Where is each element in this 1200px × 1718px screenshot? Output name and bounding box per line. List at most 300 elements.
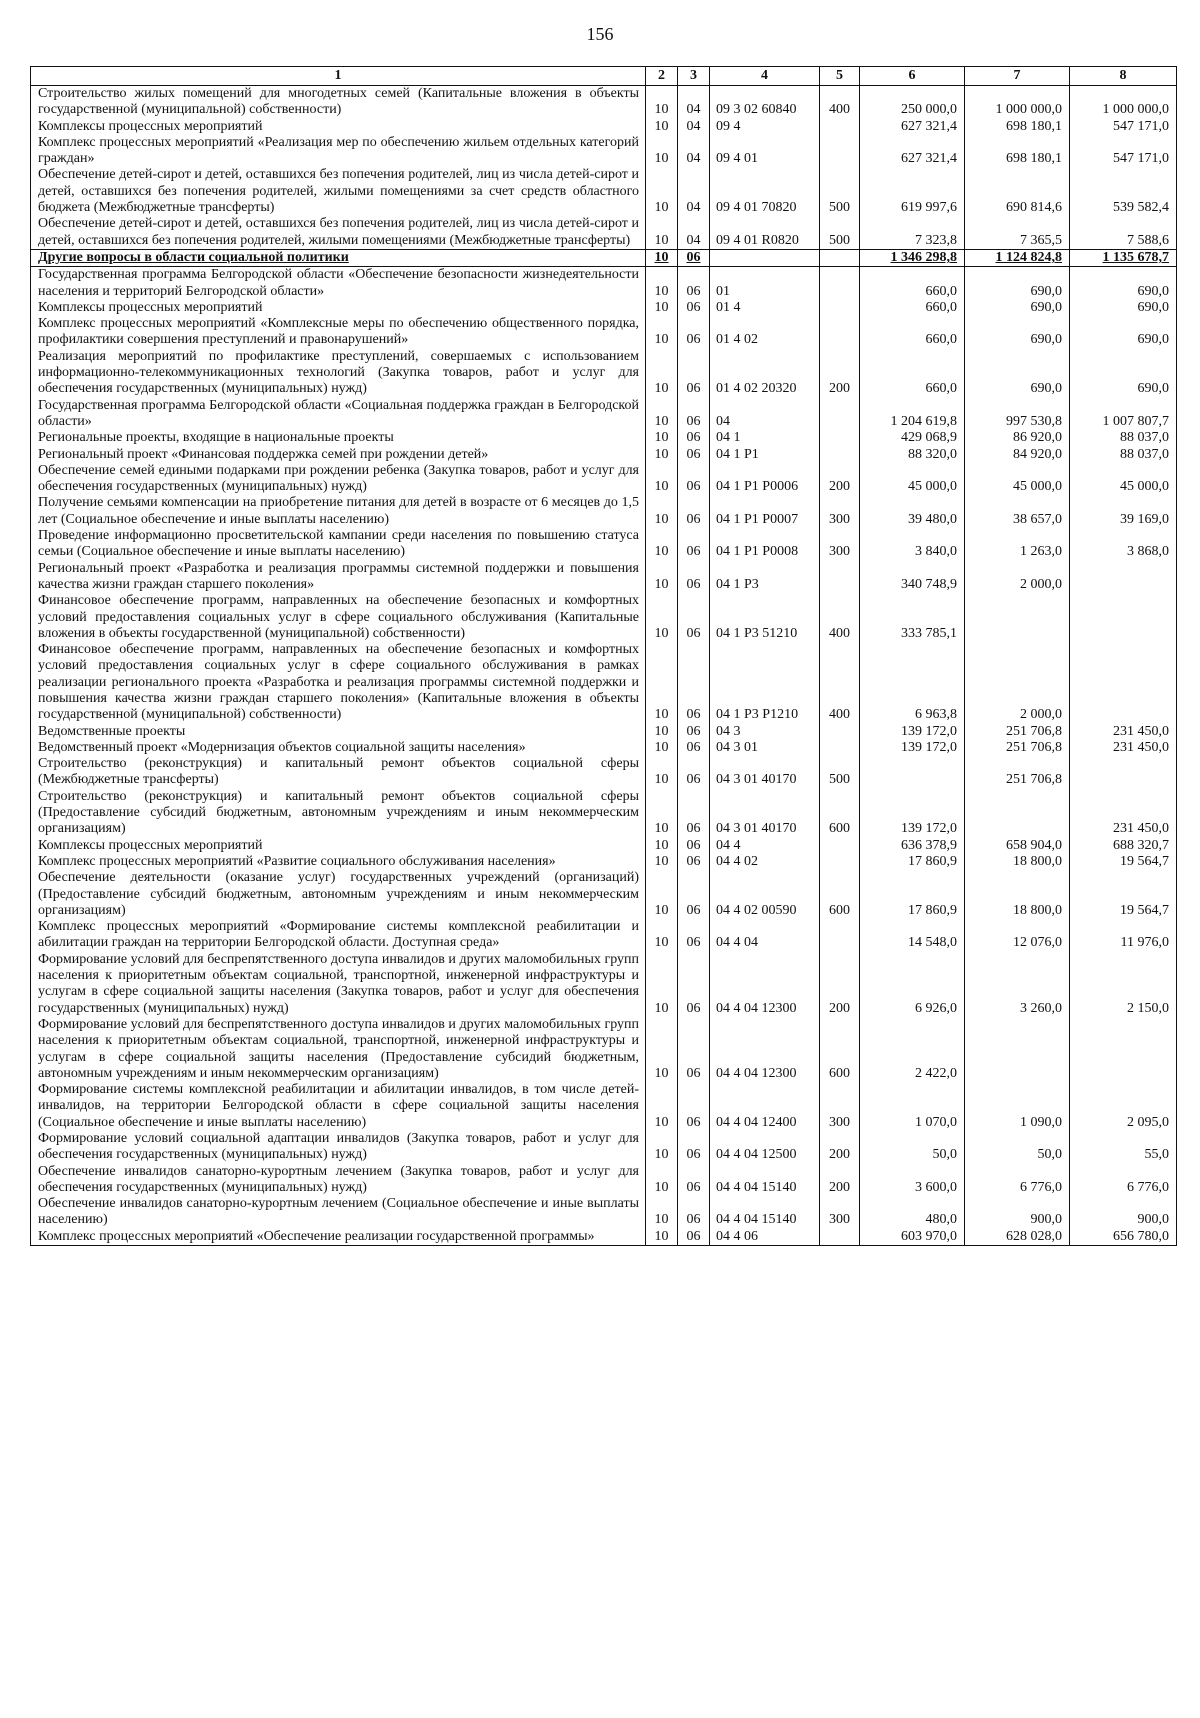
row-amount-col8	[1070, 561, 1177, 594]
row-target-article: 04 4 04	[710, 919, 820, 952]
row-amount-col7: 1 090,0	[965, 1082, 1070, 1131]
row-subsection-code: 06	[678, 724, 710, 740]
row-amount-col7: 3 260,0	[965, 952, 1070, 1017]
row-amount-col7: 690 814,6	[965, 167, 1070, 216]
row-amount-col8: 231 450,0	[1070, 724, 1177, 740]
row-expense-type: 600	[820, 789, 860, 838]
row-name-cell: Комплекс процессных мероприятий «Формирование системы комплексной реабилитации и абилитации граждан на территории Белгородской области. Доступная среда»	[31, 919, 646, 952]
row-name-cell: Строительство жилых помещений для многодетных семей (Капитальные вложения в объекты государственной (муниципальной) собственности)	[31, 86, 646, 119]
row-amount-col6: 88 320,0	[860, 447, 965, 463]
row-section-code: 10	[646, 398, 678, 431]
row-amount-col6: 333 785,1	[860, 593, 965, 642]
row-expense-type	[820, 300, 860, 316]
header-cell: 1	[31, 67, 646, 86]
row-section-code: 10	[646, 740, 678, 756]
table-row	[31, 267, 1177, 300]
row-amount-col7: 1 000 000,0	[965, 86, 1070, 119]
row-amount-col8: 900,0	[1070, 1196, 1177, 1229]
row-section-code: 10	[646, 1131, 678, 1164]
row-expense-type	[820, 561, 860, 594]
row-expense-type: 500	[820, 167, 860, 216]
row-amount-col8: 690,0	[1070, 267, 1177, 300]
row-section-code: 10	[646, 838, 678, 854]
table-row	[31, 642, 1177, 723]
row-name-cell: Комплексы процессных мероприятий	[31, 300, 646, 316]
row-subsection-code: 06	[678, 561, 710, 594]
row-target-article: 04 1 P1 P0008	[710, 528, 820, 561]
row-section-code: 10	[646, 249, 678, 266]
row-target-article: 04 3 01 40170	[710, 789, 820, 838]
row-amount-col7: 251 706,8	[965, 756, 1070, 789]
table-row	[31, 854, 1177, 870]
row-amount-col6: 2 422,0	[860, 1017, 965, 1082]
row-name-cell: Ведомственный проект «Модернизация объектов социальной защиты населения»	[31, 740, 646, 756]
row-amount-col7: 628 028,0	[965, 1229, 1070, 1246]
table-row	[31, 561, 1177, 594]
table-row	[31, 135, 1177, 168]
table-row	[31, 1164, 1177, 1197]
row-amount-col8: 45 000,0	[1070, 463, 1177, 496]
row-name-cell: Обеспечение детей-сирот и детей, оставшихся без попечения родителей, лиц из числа детей-сирот и детей, оставшихся без попечения родителей, жилыми помещениями (Межбюджетные трансферты)	[31, 216, 646, 249]
row-target-article: 04 4 04 12300	[710, 952, 820, 1017]
row-amount-col6: 139 172,0	[860, 740, 965, 756]
row-amount-col7	[965, 593, 1070, 642]
row-amount-col7: 690,0	[965, 300, 1070, 316]
row-section-code: 10	[646, 495, 678, 528]
row-subsection-code: 06	[678, 267, 710, 300]
row-section-code: 10	[646, 1229, 678, 1246]
row-amount-col6: 45 000,0	[860, 463, 965, 496]
row-name-cell: Обеспечение деятельности (оказание услуг) государственных учреждений (организаций) (Предоставление субсидий бюджетным, автономным учреждениям и иным некоммерческим организациям)	[31, 870, 646, 919]
row-name-cell: Комплекс процессных мероприятий «Реализация мер по обеспечению жильем отдельных категорий граждан»	[31, 135, 646, 168]
row-target-article: 04 4	[710, 838, 820, 854]
row-name-cell: Региональные проекты, входящие в национальные проекты	[31, 430, 646, 446]
row-amount-col8: 1 000 000,0	[1070, 86, 1177, 119]
row-amount-col6: 627 321,4	[860, 135, 965, 168]
row-subsection-code: 06	[678, 789, 710, 838]
table-row	[31, 300, 1177, 316]
row-amount-col7: 690,0	[965, 349, 1070, 398]
table-row	[31, 838, 1177, 854]
row-subsection-code: 04	[678, 135, 710, 168]
row-target-article: 04 4 04 12300	[710, 1017, 820, 1082]
row-subsection-code: 06	[678, 1229, 710, 1246]
row-subsection-code: 06	[678, 870, 710, 919]
row-expense-type: 400	[820, 642, 860, 723]
row-expense-type	[820, 838, 860, 854]
row-name-cell: Комплексы процессных мероприятий	[31, 119, 646, 135]
row-amount-col8: 547 171,0	[1070, 119, 1177, 135]
row-section-code: 10	[646, 528, 678, 561]
row-section-code: 10	[646, 593, 678, 642]
row-section-code: 10	[646, 167, 678, 216]
row-target-article: 04 4 02 00590	[710, 870, 820, 919]
row-amount-col6: 6 963,8	[860, 642, 965, 723]
row-section-code: 10	[646, 463, 678, 496]
row-name-cell: Государственная программа Белгородской области «Обеспечение безопасности жизнедеятельности населения и территорий Белгородской области»	[31, 267, 646, 300]
row-section-code: 10	[646, 1164, 678, 1197]
row-amount-col6: 480,0	[860, 1196, 965, 1229]
row-target-article: 04 4 04 15140	[710, 1196, 820, 1229]
table-row	[31, 952, 1177, 1017]
row-expense-type: 300	[820, 1082, 860, 1131]
row-name-cell: Формирование условий для беспрепятственного доступа инвалидов и других маломобильных групп населения к приоритетным объектам социальной, транспортной, инженерной инфраструктуры и услугам в сфере социальной защиты населения (Закупка товаров, работ и услуг для обеспечения государственных (муниципальных) нужд)	[31, 952, 646, 1017]
row-amount-col6: 7 323,8	[860, 216, 965, 249]
row-name-cell: Получение семьями компенсации на приобретение питания для детей в возрасте от 6 месяцев до 1,5 лет (Социальное обеспечение и иные выплаты населению)	[31, 495, 646, 528]
row-amount-col7: 7 365,5	[965, 216, 1070, 249]
header-row	[31, 67, 1177, 86]
row-section-code: 10	[646, 919, 678, 952]
row-section-code: 10	[646, 1196, 678, 1229]
row-amount-col7: 38 657,0	[965, 495, 1070, 528]
row-expense-type: 200	[820, 463, 860, 496]
row-subsection-code: 06	[678, 952, 710, 1017]
row-name-cell: Обеспечение детей-сирот и детей, оставшихся без попечения родителей, лиц из числа детей-сирот и детей, оставшихся без попечения родителей, жилыми помещениями за счет средств областного бюджета (Межбюджетные трансферты)	[31, 167, 646, 216]
row-name-cell: Обеспечение инвалидов санаторно-курортным лечением (Закупка товаров, работ и услуг для обеспечения государственных (муниципальных) нужд)	[31, 1164, 646, 1197]
row-section-code: 10	[646, 430, 678, 446]
row-target-article: 09 4	[710, 119, 820, 135]
row-name-cell: Формирование системы комплексной реабилитации и абилитации инвалидов, в том числе детей-инвалидов, на территории Белгородской области в сфере социальной защиты населения (Социальное обеспечение и иные выплаты населению)	[31, 1082, 646, 1131]
row-amount-col6: 1 204 619,8	[860, 398, 965, 431]
row-target-article: 09 4 01 R0820	[710, 216, 820, 249]
row-section-code: 10	[646, 316, 678, 349]
row-amount-col7: 698 180,1	[965, 135, 1070, 168]
row-section-code: 10	[646, 135, 678, 168]
table-row	[31, 430, 1177, 446]
row-amount-col6: 603 970,0	[860, 1229, 965, 1246]
row-subsection-code: 06	[678, 919, 710, 952]
row-target-article: 04	[710, 398, 820, 431]
table-row	[31, 919, 1177, 952]
row-expense-type	[820, 447, 860, 463]
row-amount-col8: 19 564,7	[1070, 870, 1177, 919]
row-expense-type: 600	[820, 870, 860, 919]
row-amount-col7: 251 706,8	[965, 724, 1070, 740]
row-expense-type: 300	[820, 1196, 860, 1229]
row-amount-col6	[860, 756, 965, 789]
row-expense-type	[820, 119, 860, 135]
row-name-cell: Строительство (реконструкция) и капитальный ремонт объектов социальной сферы (Предоставление субсидий бюджетным, автономным учреждениям и иным некоммерческим организациям)	[31, 789, 646, 838]
row-amount-col7: 18 800,0	[965, 870, 1070, 919]
row-amount-col7	[965, 789, 1070, 838]
row-amount-col8: 1 007 807,7	[1070, 398, 1177, 431]
table-row	[31, 1196, 1177, 1229]
row-target-article: 04 1 P3	[710, 561, 820, 594]
row-name-cell: Региональный проект «Разработка и реализация программы системной поддержки и повышения качества жизни граждан старшего поколения»	[31, 561, 646, 594]
row-amount-col6: 340 748,9	[860, 561, 965, 594]
row-amount-col7: 1 263,0	[965, 528, 1070, 561]
row-amount-col8: 2 150,0	[1070, 952, 1177, 1017]
row-amount-col8: 2 095,0	[1070, 1082, 1177, 1131]
row-section-code: 10	[646, 870, 678, 919]
row-amount-col8: 6 776,0	[1070, 1164, 1177, 1197]
row-amount-col6: 636 378,9	[860, 838, 965, 854]
row-amount-col6: 6 926,0	[860, 952, 965, 1017]
row-subsection-code: 04	[678, 86, 710, 119]
row-amount-col7: 84 920,0	[965, 447, 1070, 463]
row-name-cell: Комплекс процессных мероприятий «Обеспечение реализации государственной программы»	[31, 1229, 646, 1246]
row-amount-col6: 660,0	[860, 300, 965, 316]
row-amount-col6: 39 480,0	[860, 495, 965, 528]
row-name-cell: Комплекс процессных мероприятий «Развитие социального обслуживания населения»	[31, 854, 646, 870]
table-row	[31, 398, 1177, 431]
row-amount-col6: 660,0	[860, 267, 965, 300]
header-cell: 2	[646, 67, 678, 86]
row-amount-col7: 997 530,8	[965, 398, 1070, 431]
row-name-cell: Комплекс процессных мероприятий «Комплексные меры по обеспечению общественного порядка, профилактики совершения преступлений и правонарушений»	[31, 316, 646, 349]
table-row	[31, 447, 1177, 463]
row-subsection-code: 06	[678, 838, 710, 854]
row-section-code: 10	[646, 642, 678, 723]
row-amount-col8: 656 780,0	[1070, 1229, 1177, 1246]
table-row	[31, 1131, 1177, 1164]
row-name-cell: Обеспечение семей едиными подарками при рождении ребенка (Закупка товаров, работ и услуг для обеспечения государственных (муниципальных) нужд)	[31, 463, 646, 496]
table-row	[31, 349, 1177, 398]
row-section-code: 10	[646, 349, 678, 398]
row-name-cell: Проведение информационно просветительской кампании среди населения по повышению статуса семьи (Социальное обеспечение и иные выплаты населению)	[31, 528, 646, 561]
row-section-code: 10	[646, 119, 678, 135]
header-cell: 6	[860, 67, 965, 86]
table-row	[31, 740, 1177, 756]
row-amount-col8: 231 450,0	[1070, 789, 1177, 838]
row-amount-col8: 231 450,0	[1070, 740, 1177, 756]
row-subsection-code: 04	[678, 216, 710, 249]
row-subsection-code: 06	[678, 430, 710, 446]
row-section-code: 10	[646, 1017, 678, 1082]
row-amount-col7: 1 124 824,8	[965, 249, 1070, 266]
table-row	[31, 86, 1177, 119]
row-name-cell: Другие вопросы в области социальной политики	[31, 249, 646, 266]
row-name-cell: Комплексы процессных мероприятий	[31, 838, 646, 854]
header-cell: 7	[965, 67, 1070, 86]
row-target-article: 04 4 04 12400	[710, 1082, 820, 1131]
row-amount-col8: 88 037,0	[1070, 447, 1177, 463]
row-subsection-code: 06	[678, 528, 710, 561]
row-amount-col8: 539 582,4	[1070, 167, 1177, 216]
row-subsection-code: 06	[678, 300, 710, 316]
row-expense-type	[820, 724, 860, 740]
row-amount-col8: 688 320,7	[1070, 838, 1177, 854]
row-section-code: 10	[646, 300, 678, 316]
row-amount-col6: 50,0	[860, 1131, 965, 1164]
row-expense-type: 400	[820, 86, 860, 119]
table-row	[31, 593, 1177, 642]
row-subsection-code: 06	[678, 1131, 710, 1164]
row-amount-col6: 660,0	[860, 349, 965, 398]
row-amount-col7: 6 776,0	[965, 1164, 1070, 1197]
table-row	[31, 1229, 1177, 1246]
row-expense-type: 300	[820, 528, 860, 561]
row-name-cell: Государственная программа Белгородской области «Социальная поддержка граждан в Белгородской области»	[31, 398, 646, 431]
table-row	[31, 1082, 1177, 1131]
header-cell: 8	[1070, 67, 1177, 86]
row-expense-type: 600	[820, 1017, 860, 1082]
row-section-code: 10	[646, 267, 678, 300]
row-target-article: 04 3 01	[710, 740, 820, 756]
row-target-article: 04 3	[710, 724, 820, 740]
row-subsection-code: 06	[678, 740, 710, 756]
row-section-code: 10	[646, 447, 678, 463]
table-row	[31, 870, 1177, 919]
row-section-code: 10	[646, 789, 678, 838]
row-subsection-code: 04	[678, 167, 710, 216]
row-target-article	[710, 249, 820, 266]
row-subsection-code: 06	[678, 593, 710, 642]
row-amount-col7: 690,0	[965, 316, 1070, 349]
row-amount-col6: 1 070,0	[860, 1082, 965, 1131]
row-amount-col8: 690,0	[1070, 316, 1177, 349]
row-name-cell: Формирование условий для беспрепятственного доступа инвалидов и других маломобильных групп населения к приоритетным объектам социальной, транспортной, инженерной инфраструктуры и услугам в сфере социальной защиты населения (Предоставление субсидий бюджетным, автономным учреждениям и иным некоммерческим организациям)	[31, 1017, 646, 1082]
table-row	[31, 756, 1177, 789]
row-name-cell: Ведомственные проекты	[31, 724, 646, 740]
row-expense-type	[820, 267, 860, 300]
row-name-cell: Строительство (реконструкция) и капитальный ремонт объектов социальной сферы (Межбюджетные трансферты)	[31, 756, 646, 789]
row-amount-col8: 88 037,0	[1070, 430, 1177, 446]
row-amount-col8: 690,0	[1070, 349, 1177, 398]
row-amount-col8	[1070, 593, 1177, 642]
row-target-article: 04 4 06	[710, 1229, 820, 1246]
row-amount-col6: 17 860,9	[860, 870, 965, 919]
row-name-cell: Обеспечение инвалидов санаторно-курортным лечением (Социальное обеспечение и иные выплаты населению)	[31, 1196, 646, 1229]
row-amount-col6: 660,0	[860, 316, 965, 349]
row-section-code: 10	[646, 86, 678, 119]
header-cell: 4	[710, 67, 820, 86]
row-target-article: 01 4	[710, 300, 820, 316]
row-expense-type: 200	[820, 349, 860, 398]
row-target-article: 01	[710, 267, 820, 300]
row-section-code: 10	[646, 756, 678, 789]
table-row	[31, 789, 1177, 838]
row-subsection-code: 06	[678, 249, 710, 266]
row-name-cell: Финансовое обеспечение программ, направленных на обеспечение безопасных и комфортных условий предоставления социальных услуг в сфере социального обслуживания в рамках реализации регионального проекта «Разработка и реализация программы системной поддержки и повышения качества жизни граждан старшего поколения» (Капитальные вложения в объекты государственной (муниципальной) собственности)	[31, 642, 646, 723]
table-row	[31, 463, 1177, 496]
row-amount-col8	[1070, 642, 1177, 723]
row-subsection-code: 06	[678, 447, 710, 463]
row-amount-col7: 2 000,0	[965, 642, 1070, 723]
row-section-code: 10	[646, 724, 678, 740]
row-amount-col8: 39 169,0	[1070, 495, 1177, 528]
row-section-code: 10	[646, 216, 678, 249]
row-expense-type	[820, 740, 860, 756]
row-amount-col7: 900,0	[965, 1196, 1070, 1229]
row-subsection-code: 06	[678, 1082, 710, 1131]
header-cell: 3	[678, 67, 710, 86]
row-subsection-code: 06	[678, 349, 710, 398]
row-subsection-code: 06	[678, 463, 710, 496]
row-subsection-code: 06	[678, 642, 710, 723]
row-expense-type: 200	[820, 1164, 860, 1197]
row-amount-col6: 17 860,9	[860, 854, 965, 870]
row-amount-col7: 690,0	[965, 267, 1070, 300]
row-amount-col8: 3 868,0	[1070, 528, 1177, 561]
row-amount-col8: 1 135 678,7	[1070, 249, 1177, 266]
row-amount-col6: 14 548,0	[860, 919, 965, 952]
row-name-cell: Формирование условий социальной адаптации инвалидов (Закупка товаров, работ и услуг для обеспечения государственных (муниципальных) нужд)	[31, 1131, 646, 1164]
row-amount-col6: 627 321,4	[860, 119, 965, 135]
row-target-article: 09 4 01 70820	[710, 167, 820, 216]
table-row	[31, 528, 1177, 561]
row-amount-col6: 250 000,0	[860, 86, 965, 119]
row-amount-col6: 619 997,6	[860, 167, 965, 216]
row-amount-col6: 3 600,0	[860, 1164, 965, 1197]
row-section-code: 10	[646, 952, 678, 1017]
row-subsection-code: 06	[678, 398, 710, 431]
row-expense-type: 500	[820, 756, 860, 789]
row-expense-type: 400	[820, 593, 860, 642]
row-section-code: 10	[646, 1082, 678, 1131]
row-section-code: 10	[646, 854, 678, 870]
row-amount-col6: 429 068,9	[860, 430, 965, 446]
row-target-article: 01 4 02 20320	[710, 349, 820, 398]
row-amount-col7: 86 920,0	[965, 430, 1070, 446]
row-expense-type	[820, 135, 860, 168]
row-target-article: 04 1 P1 P0006	[710, 463, 820, 496]
row-target-article: 04 1 P1	[710, 447, 820, 463]
row-amount-col8	[1070, 756, 1177, 789]
page-number: 156	[586, 24, 614, 44]
row-amount-col8: 55,0	[1070, 1131, 1177, 1164]
row-amount-col7: 50,0	[965, 1131, 1070, 1164]
row-amount-col8: 547 171,0	[1070, 135, 1177, 168]
section-row	[31, 249, 1177, 266]
row-subsection-code: 06	[678, 1196, 710, 1229]
row-amount-col8	[1070, 1017, 1177, 1082]
row-amount-col7: 251 706,8	[965, 740, 1070, 756]
row-expense-type: 300	[820, 495, 860, 528]
table-row	[31, 167, 1177, 216]
row-name-cell: Финансовое обеспечение программ, направленных на обеспечение безопасных и комфортных условий предоставления социальных услуг в сфере социального обслуживания (Капитальные вложения в объекты государственной (муниципальной) собственности)	[31, 593, 646, 642]
row-amount-col6: 139 172,0	[860, 789, 965, 838]
row-target-article: 04 3 01 40170	[710, 756, 820, 789]
row-amount-col7: 2 000,0	[965, 561, 1070, 594]
row-subsection-code: 06	[678, 316, 710, 349]
table-row	[31, 724, 1177, 740]
row-subsection-code: 06	[678, 1164, 710, 1197]
budget-table	[30, 66, 1177, 1246]
row-target-article: 04 1 P3 P1210	[710, 642, 820, 723]
table-row	[31, 495, 1177, 528]
row-amount-col6: 3 840,0	[860, 528, 965, 561]
header-cell: 5	[820, 67, 860, 86]
row-amount-col7: 658 904,0	[965, 838, 1070, 854]
row-expense-type: 200	[820, 1131, 860, 1164]
row-subsection-code: 06	[678, 854, 710, 870]
row-target-article: 04 1 P1 P0007	[710, 495, 820, 528]
table-row	[31, 1017, 1177, 1082]
row-target-article: 04 4 04 12500	[710, 1131, 820, 1164]
row-subsection-code: 06	[678, 756, 710, 789]
table-row	[31, 216, 1177, 249]
row-expense-type	[820, 398, 860, 431]
row-amount-col7: 12 076,0	[965, 919, 1070, 952]
row-target-article: 09 3 02 60840	[710, 86, 820, 119]
row-expense-type	[820, 316, 860, 349]
row-amount-col8: 690,0	[1070, 300, 1177, 316]
row-subsection-code: 04	[678, 119, 710, 135]
row-target-article: 01 4 02	[710, 316, 820, 349]
row-target-article: 04 4 02	[710, 854, 820, 870]
row-expense-type	[820, 430, 860, 446]
row-target-article: 04 1	[710, 430, 820, 446]
row-amount-col8: 19 564,7	[1070, 854, 1177, 870]
row-target-article: 04 4 04 15140	[710, 1164, 820, 1197]
row-name-cell: Региональный проект «Финансовая поддержка семей при рождении детей»	[31, 447, 646, 463]
table-row	[31, 316, 1177, 349]
row-amount-col6: 139 172,0	[860, 724, 965, 740]
row-expense-type	[820, 1229, 860, 1246]
table-body	[31, 86, 1177, 1246]
row-subsection-code: 06	[678, 1017, 710, 1082]
